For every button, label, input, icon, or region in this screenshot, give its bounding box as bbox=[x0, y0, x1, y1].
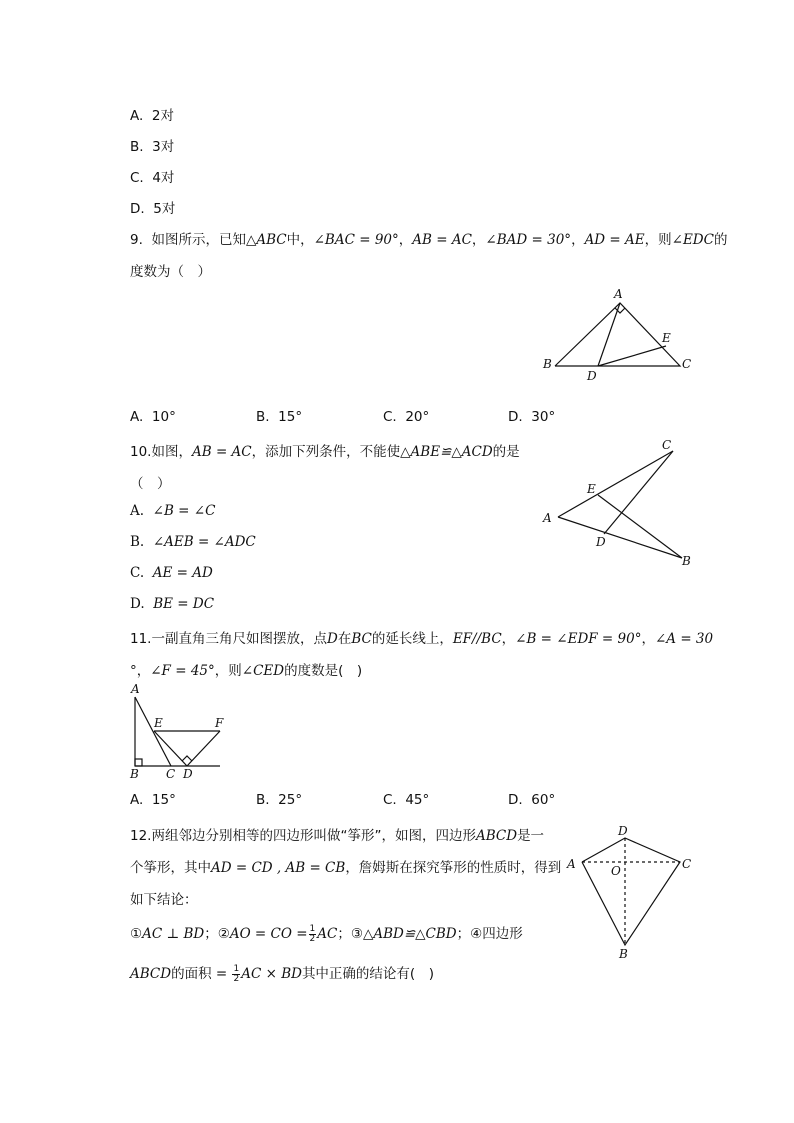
option-text: 30° bbox=[531, 409, 556, 425]
fraction-numerator: 1 bbox=[309, 923, 316, 934]
kite-abcd bbox=[582, 838, 680, 945]
q8-option-c bbox=[130, 166, 174, 186]
q12-stem-line3: 如下结论： bbox=[130, 892, 198, 908]
option-letter: D. bbox=[130, 596, 145, 612]
segment-ab bbox=[558, 517, 682, 558]
segment-ad bbox=[598, 303, 620, 366]
label-e: E bbox=[662, 331, 671, 345]
option-text: 60° bbox=[531, 792, 556, 808]
option-text: 4对 bbox=[152, 170, 175, 186]
q9-option-c bbox=[383, 409, 429, 425]
label-c: C bbox=[166, 767, 176, 781]
q8-option-d bbox=[130, 197, 175, 217]
question-number: 10. bbox=[130, 444, 152, 460]
q8-option-b bbox=[130, 135, 174, 155]
math: ∠F = 45° bbox=[150, 663, 215, 679]
label-a: A bbox=[543, 511, 552, 525]
option-text: ∠B = ∠C bbox=[152, 503, 216, 519]
label-a: A bbox=[567, 857, 576, 871]
q10-stem-line2: （ ） bbox=[130, 476, 171, 492]
stem-text: ， bbox=[641, 631, 655, 647]
option-letter: B. bbox=[256, 409, 270, 425]
option-letter: C. bbox=[383, 792, 397, 808]
stem-text: ① bbox=[130, 926, 143, 942]
label-d: D bbox=[618, 824, 628, 838]
option-letter: D. bbox=[508, 792, 523, 808]
math: AB = AC bbox=[191, 444, 252, 460]
q9-stem-line1 bbox=[130, 228, 727, 248]
stem-text: ， bbox=[571, 232, 585, 248]
right-angle-mark-d bbox=[182, 756, 192, 761]
label-f: F bbox=[215, 716, 224, 730]
math: ABCD bbox=[130, 966, 172, 982]
option-text: ∠AEB = ∠ADC bbox=[152, 534, 256, 550]
math: ∠BAD = 30° bbox=[485, 232, 572, 248]
stem-text: 在 bbox=[337, 631, 352, 647]
option-letter: A. bbox=[130, 792, 144, 808]
stem-text: ， bbox=[398, 232, 413, 248]
math: ∠BAC = 90° bbox=[313, 232, 399, 248]
right-angle-mark-b bbox=[135, 759, 142, 766]
math: AB = AC bbox=[412, 232, 472, 248]
math: ∠CED bbox=[241, 663, 285, 679]
q11-option-d bbox=[508, 792, 555, 808]
q12-stem-line5 bbox=[130, 962, 434, 984]
label-c: C bbox=[682, 357, 692, 371]
option-letter: A. bbox=[130, 503, 145, 519]
stem-text: ；③ bbox=[337, 926, 363, 942]
q10-stem-line1 bbox=[130, 440, 520, 460]
stem-text: 的 bbox=[713, 232, 728, 248]
option-text: 5对 bbox=[153, 201, 176, 217]
q12-conclusions-line bbox=[130, 922, 523, 944]
stem-text: 两组邻边分别相等的四边形叫做“筝形”，如图，四边形 bbox=[151, 828, 476, 844]
stem-text: 中， bbox=[286, 232, 314, 248]
q11-figure bbox=[125, 682, 225, 780]
option-letter: A. bbox=[130, 108, 144, 124]
stem-text: ，则 bbox=[214, 663, 242, 679]
option-text: 20° bbox=[405, 409, 430, 425]
math: AC bbox=[317, 926, 338, 942]
option-text: AE = AD bbox=[152, 565, 213, 581]
math: AC ⊥ BD bbox=[142, 926, 205, 942]
option-text: 3对 bbox=[152, 139, 175, 155]
label-c: C bbox=[662, 438, 672, 452]
math: AC × BD bbox=[241, 966, 302, 982]
option-letter: C. bbox=[130, 565, 145, 581]
label-b: B bbox=[619, 947, 628, 961]
label-o: O bbox=[611, 864, 621, 878]
q9-option-a bbox=[130, 409, 176, 425]
stem-text: ，则 bbox=[644, 232, 672, 248]
q11-stem-line2 bbox=[130, 659, 362, 679]
option-text: 10° bbox=[151, 409, 176, 425]
label-c: C bbox=[682, 857, 692, 871]
segment-de bbox=[598, 346, 666, 366]
option-text: 45° bbox=[405, 792, 430, 808]
label-e: E bbox=[154, 716, 163, 730]
math: BC bbox=[351, 631, 372, 647]
option-letter: B. bbox=[130, 534, 145, 550]
question-number: 12. bbox=[130, 828, 152, 844]
math: AD = CD , AB = CB bbox=[211, 860, 346, 876]
math: ∠B = ∠EDF = 90° bbox=[515, 631, 642, 647]
label-e: E bbox=[587, 482, 596, 496]
q10-option-a bbox=[130, 503, 215, 519]
option-letter: C. bbox=[130, 170, 144, 186]
option-text: 2对 bbox=[151, 108, 174, 124]
q9-option-d bbox=[508, 409, 555, 425]
stem-text: 其中正确的结论有( ) bbox=[301, 966, 434, 982]
q9-figure bbox=[540, 288, 700, 384]
q11-option-c bbox=[383, 792, 429, 808]
math: ABC bbox=[256, 232, 287, 248]
q8-option-a bbox=[130, 104, 174, 124]
q10-option-d bbox=[130, 596, 214, 612]
stem-text: 如图所示，已知 bbox=[151, 232, 246, 248]
option-letter: D. bbox=[130, 201, 145, 217]
q12-stem-line1 bbox=[130, 824, 544, 844]
stem-text: ， bbox=[471, 232, 486, 248]
q12-figure bbox=[563, 822, 698, 962]
q10-figure bbox=[538, 436, 698, 571]
math: △ABD≌△CBD bbox=[362, 926, 457, 942]
option-text: 15° bbox=[278, 409, 303, 425]
q9-option-b bbox=[256, 409, 302, 425]
segment-cd bbox=[604, 451, 673, 534]
stem-text: 的是 bbox=[492, 444, 520, 460]
fraction-one-half bbox=[232, 965, 240, 984]
q11-stem-line1 bbox=[130, 627, 713, 647]
option-letter: B. bbox=[130, 139, 144, 155]
option-text: 25° bbox=[278, 792, 303, 808]
label-d: D bbox=[183, 767, 193, 781]
label-d: D bbox=[596, 535, 606, 549]
stem-text: 的延长线上， bbox=[371, 631, 453, 647]
stem-text: 一副直角三角尺如图摆放，点 bbox=[151, 631, 327, 647]
label-b: B bbox=[682, 554, 691, 568]
stem-text: 如图， bbox=[151, 444, 192, 460]
math: AO = CO = bbox=[229, 926, 308, 942]
option-letter: B. bbox=[256, 792, 270, 808]
triangle-symbol: △ bbox=[245, 232, 257, 248]
stem-text: ，添加下列条件，不能使 bbox=[251, 444, 401, 460]
label-a: A bbox=[614, 287, 623, 301]
option-letter: A. bbox=[130, 409, 144, 425]
stem-text: 的度数是( ) bbox=[284, 663, 363, 679]
fraction-denominator: 2 bbox=[233, 973, 240, 984]
fraction-numerator: 1 bbox=[233, 963, 240, 974]
stem-text: °， bbox=[130, 663, 151, 679]
q12-stem-line2 bbox=[130, 856, 561, 876]
math: D bbox=[326, 631, 338, 647]
q11-option-a bbox=[130, 792, 176, 808]
option-text: 15° bbox=[151, 792, 176, 808]
label-b: B bbox=[130, 767, 139, 781]
stem-text: ， bbox=[501, 631, 516, 647]
math: △ABE≌△ACD bbox=[400, 444, 493, 460]
option-letter: D. bbox=[508, 409, 523, 425]
math: ∠EDC bbox=[671, 232, 714, 248]
fraction-denominator: 2 bbox=[309, 933, 316, 944]
question-number: 9. bbox=[130, 232, 143, 248]
label-d: D bbox=[587, 369, 597, 383]
segment-ac bbox=[558, 451, 673, 517]
q10-option-c bbox=[130, 565, 213, 581]
option-text: BE = DC bbox=[153, 596, 215, 612]
math: AD = AE bbox=[584, 232, 645, 248]
fraction-one-half bbox=[309, 925, 317, 944]
q9-stem-line2: 度数为（ ） bbox=[130, 264, 211, 280]
math: = bbox=[211, 966, 232, 982]
math: EF//BC bbox=[452, 631, 502, 647]
label-a: A bbox=[131, 682, 140, 696]
question-number: 11. bbox=[130, 631, 152, 647]
math: ABCD bbox=[475, 828, 518, 844]
stem-text: ；④四边形 bbox=[456, 926, 523, 942]
stem-text: 个筝形，其中 bbox=[130, 860, 211, 876]
stem-text: ；② bbox=[204, 926, 230, 942]
stem-text: 的面积 bbox=[171, 966, 212, 982]
stem-text: ，詹姆斯在探究筝形的性质时，得到 bbox=[345, 860, 562, 876]
math: ∠A = 30 bbox=[654, 631, 714, 647]
q10-option-b bbox=[130, 534, 256, 550]
label-b: B bbox=[543, 357, 552, 371]
q11-option-b bbox=[256, 792, 302, 808]
stem-text: 是一 bbox=[517, 828, 545, 844]
option-letter: C. bbox=[383, 409, 397, 425]
